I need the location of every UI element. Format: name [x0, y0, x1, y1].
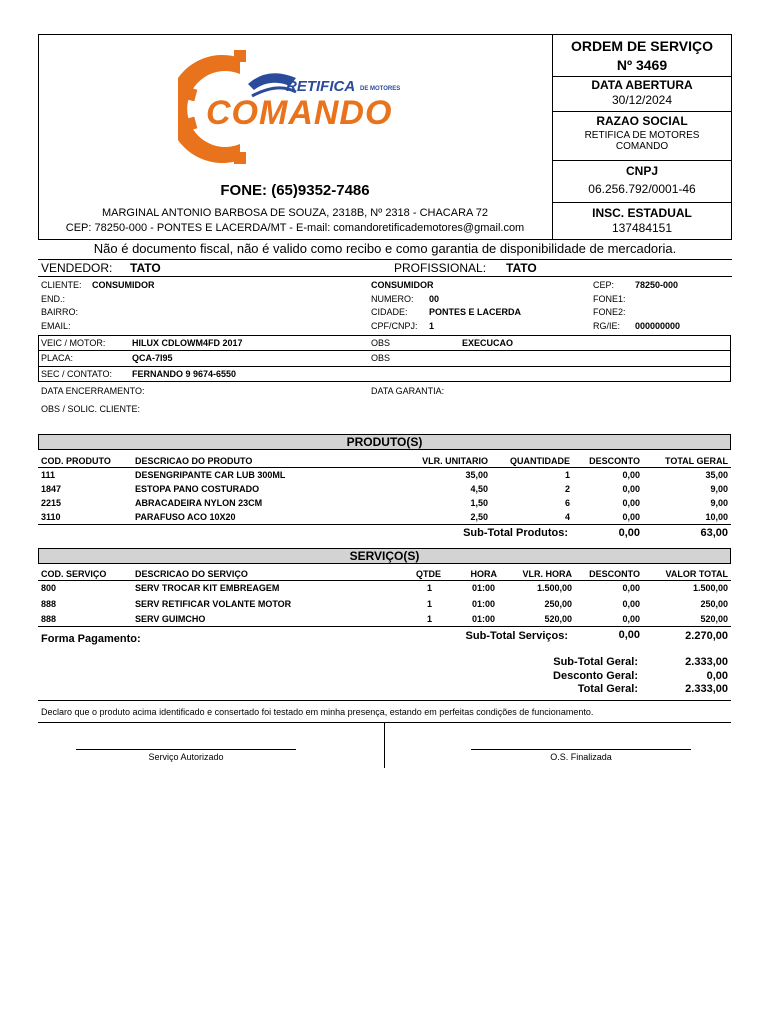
- rg-label: RG/IE:: [593, 321, 621, 331]
- corporate-name-label: RAZAO SOCIAL: [596, 114, 688, 128]
- opening-date: 30/12/2024: [611, 93, 673, 107]
- service-total: 250,00: [700, 599, 728, 609]
- company-phone: FONE: (65)9352-7486: [220, 182, 370, 199]
- professional-value: TATO: [506, 261, 537, 275]
- product-desc: ESTOPA PANO COSTURADO: [135, 484, 260, 494]
- services-title: SERVIÇO(S): [38, 548, 731, 564]
- service-disc: 0,00: [622, 614, 640, 624]
- product-total: 9,00: [710, 484, 728, 494]
- cep-value: 78250-000: [635, 280, 679, 290]
- product-disc: 0,00: [622, 512, 640, 522]
- signature-authorized: Serviço Autorizado: [148, 752, 224, 762]
- services-header-total: VALOR TOTAL: [665, 569, 728, 579]
- contact-label: SEC / CONTATO:: [41, 369, 113, 379]
- closing-date-label: DATA ENCERRAMENTO:: [41, 386, 145, 396]
- client-name-2: CONSUMIDOR: [371, 280, 434, 290]
- service-hour: 01:00: [471, 614, 495, 624]
- logo-brand-text: COMANDO: [206, 94, 393, 132]
- products-title: PRODUTO(S): [38, 434, 731, 450]
- product-code: 3110: [41, 512, 61, 522]
- service-code: 888: [41, 614, 57, 624]
- product-qty: 1: [564, 470, 570, 480]
- product-disc: 0,00: [622, 484, 640, 494]
- district-label: BAIRRO:: [41, 307, 79, 317]
- company-logo: [178, 44, 410, 166]
- service-rate: 250,00: [544, 599, 572, 609]
- plate-label: PLACA:: [41, 353, 74, 363]
- company-address-1: MARGINAL ANTONIO BARBOSA DE SOUZA, 2318B, Nº 2318 - CHACARA 72: [101, 207, 489, 219]
- logo-top-text: RETIFICA: [286, 78, 356, 95]
- doc-label: CPF/CNPJ:: [371, 321, 418, 331]
- general-total-label: Total Geral:: [577, 683, 638, 695]
- company-address-2: CEP: 78250-000 - PONTES E LACERDA/MT - E-mail: comandoretificademotores@gmail.com: [65, 222, 525, 234]
- logo-small-text: DE MOTORES: [360, 86, 401, 92]
- services-header-disc: DESCONTO: [589, 569, 640, 579]
- product-unit: 2,50: [470, 512, 488, 522]
- service-qty: 1: [426, 614, 432, 624]
- products-header-qty: QUANTIDADE: [510, 456, 570, 466]
- doc-value: 1: [429, 321, 435, 331]
- declaration-text: Declaro que o produto acima identificado e consertado foi testado em minha presença, estando em perfeitas condições de funcionamento.: [41, 707, 594, 717]
- services-subtotal-disc: 0,00: [618, 629, 640, 641]
- order-title: ORDEM DE SERVIÇO: [570, 38, 714, 54]
- product-code: 2215: [41, 498, 62, 508]
- service-desc: SERV TROCAR KIT EMBREAGEM: [135, 583, 280, 593]
- service-disc: 0,00: [622, 583, 640, 593]
- products-header-unit: VLR. UNITARIO: [422, 456, 488, 466]
- signature-line-finalized: [471, 749, 691, 750]
- client-value: CONSUMIDOR: [92, 280, 155, 290]
- signature-finalized: O.S. Finalizada: [550, 752, 612, 762]
- email-label: EMAIL:: [41, 321, 71, 331]
- product-unit: 35,00: [465, 470, 488, 480]
- order-number: Nº 3469: [616, 57, 668, 73]
- services-header-qty: QTDE: [415, 569, 441, 579]
- product-desc: ABRACADEIRA NYLON 23CM: [135, 498, 263, 508]
- general-discount-label: Desconto Geral:: [553, 670, 638, 682]
- product-total: 35,00: [705, 470, 728, 480]
- product-unit: 1,50: [470, 498, 488, 508]
- product-qty: 2: [564, 484, 570, 494]
- product-unit: 4,50: [470, 484, 488, 494]
- product-disc: 0,00: [622, 470, 640, 480]
- number-value: 00: [429, 294, 440, 304]
- services-subtotal-label: Sub-Total Serviços:: [465, 630, 568, 642]
- service-rate: 520,00: [544, 614, 572, 624]
- products-header-desc: DESCRICAO DO PRODUTO: [135, 456, 253, 466]
- product-qty: 6: [564, 498, 570, 508]
- warranty-date-label: DATA GARANTIA:: [371, 386, 445, 396]
- service-rate: 1.500,00: [536, 583, 572, 593]
- service-disc: 0,00: [622, 599, 640, 609]
- contact-value: FERNANDO 9 9674-6550: [132, 369, 237, 379]
- service-qty: 1: [426, 583, 432, 593]
- motor-label: VEIC / MOTOR:: [41, 338, 106, 348]
- cnpj-label: CNPJ: [625, 164, 658, 178]
- product-desc: PARAFUSO ACO 10X20: [135, 512, 236, 522]
- service-code: 888: [41, 599, 57, 609]
- rg-value: 000000000: [635, 321, 681, 331]
- product-code: 111: [41, 470, 56, 480]
- product-desc: DESENGRIPANTE CAR LUB 300ML: [135, 470, 286, 480]
- service-desc: SERV RETIFICAR VOLANTE MOTOR: [135, 599, 292, 609]
- service-hour: 01:00: [471, 583, 495, 593]
- product-total: 9,00: [710, 498, 728, 508]
- general-discount: 0,00: [706, 670, 728, 682]
- products-subtotal-disc: 0,00: [618, 527, 640, 539]
- address-label: END.:: [41, 294, 66, 304]
- signature-line-authorized: [76, 749, 296, 750]
- number-label: NUMERO:: [371, 294, 414, 304]
- service-total: 1.500,00: [692, 583, 728, 593]
- services-header-desc: DESCRICAO DO SERVIÇO: [135, 569, 248, 579]
- service-qty: 1: [426, 599, 432, 609]
- products-subtotal: 63,00: [700, 527, 728, 539]
- products-header-total: TOTAL GERAL: [665, 456, 728, 466]
- product-total: 10,00: [705, 512, 728, 522]
- service-total: 520,00: [700, 614, 728, 624]
- plate-value: QCA-7I95: [132, 353, 173, 363]
- phone2-label: FONE2:: [593, 307, 626, 317]
- obs-label: OBS: [371, 338, 391, 348]
- client-obs-label: OBS / SOLIC. CLIENTE:: [41, 404, 141, 414]
- city-value: PONTES E LACERDA: [429, 307, 522, 317]
- service-hour: 01:00: [471, 599, 495, 609]
- payment-label: Forma Pagamento:: [41, 633, 141, 645]
- opening-date-label: DATA ABERTURA: [591, 78, 693, 92]
- cep-label: CEP:: [593, 280, 615, 290]
- city-label: CIDADE:: [371, 307, 408, 317]
- product-qty: 4: [564, 512, 570, 522]
- state-reg-label: INSC. ESTADUAL: [592, 206, 692, 220]
- products-header-code: COD. PRODUTO: [41, 456, 111, 466]
- cnpj-value: 06.256.792/0001-46: [588, 182, 696, 196]
- service-code: 800: [41, 583, 57, 593]
- products-header-disc: DESCONTO: [589, 456, 640, 466]
- product-code: 1847: [41, 484, 62, 494]
- corporate-name-2: COMANDO: [615, 141, 669, 152]
- obs2-label: OBS: [371, 353, 391, 363]
- client-label: CLIENTE:: [41, 280, 82, 290]
- services-header-hour: HORA: [470, 569, 497, 579]
- service-desc: SERV GUIMCHO: [135, 614, 206, 624]
- services-subtotal: 2.270,00: [685, 630, 728, 642]
- phone1-label: FONE1:: [593, 294, 626, 304]
- product-disc: 0,00: [622, 498, 640, 508]
- obs-value: EXECUCAO: [462, 338, 514, 348]
- general-subtotal: 2.333,00: [685, 656, 728, 668]
- general-total: 2.333,00: [685, 683, 728, 695]
- services-header-rate: VLR. HORA: [522, 569, 572, 579]
- seller-value: TATO: [130, 261, 161, 275]
- signature-divider: [384, 722, 385, 768]
- services-header-code: COD. SERVIÇO: [41, 569, 107, 579]
- fiscal-disclaimer: Não é documento fiscal, não é valido como recibo e como garantia de disponibilidade de mercadoria.: [93, 241, 677, 256]
- professional-label: PROFISSIONAL:: [394, 261, 487, 275]
- general-subtotal-label: Sub-Total Geral:: [553, 656, 638, 668]
- products-subtotal-label: Sub-Total Produtos:: [463, 527, 568, 539]
- corporate-name-1: RETIFICA DE MOTORES: [584, 130, 700, 141]
- state-reg-value: 137484151: [611, 221, 673, 235]
- motor-value: HILUX CDLOWM4FD 2017: [132, 338, 243, 348]
- seller-label: VENDEDOR:: [41, 261, 113, 275]
